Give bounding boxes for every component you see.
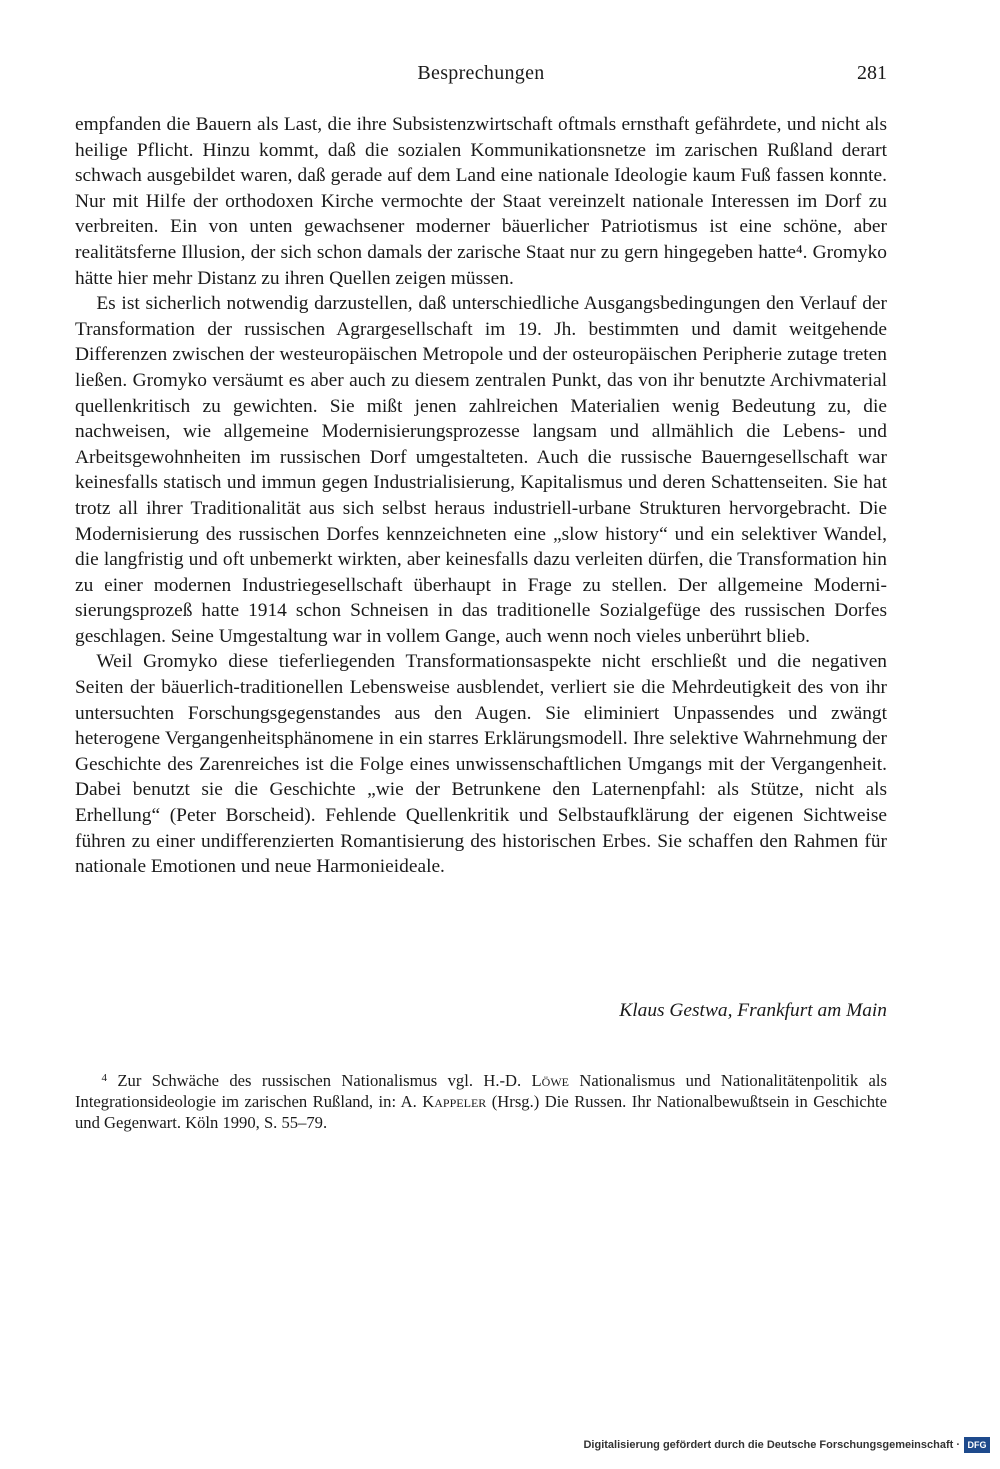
running-title: Besprechungen [417, 62, 545, 84]
footnote-author-2: Kappeler [422, 1092, 487, 1111]
body-text [75, 112, 887, 880]
footnote-text-3: (Hrsg.) Die Russen. Ihr Nationalbewußtsein in Geschichte und Gegenwart. Köln 1990, S. 55–79. [75, 1092, 887, 1132]
paragraph-2: Es ist sicherlich notwendig darzustellen, daß unterschiedliche Ausgangsbedingungen den Verlauf der Transformation der russischen Agrargesellschaft im 19. Jh. bestimmten und damit weitgehende Differenzen zwischen der westeuropäischen Metropole und der osteuropäischen Peripherie zutage treten ließen. Gromyko versäumt es aber auch zu diesem zentralen Punkt, das von ihr benutzte Archivmaterial quellenkritisch zu gewichten. Sie mißt jenen zahlreichen Materialien wenig Bedeutung zu, die nachweisen, wie allgemeine Modernisierungsprozesse langsam und allmählich die Lebens- und Arbeitsgewohnheiten im russischen Dorf umgestalteten. Auch die russische Bauerngesellschaft war keinesfalls statisch und immun gegen Industrialisierung, Kapitalismus und deren Schattenseiten. Sie hat trotz all ihrer Traditionalität aus sich selbst heraus industriell-urbane Strukturen hervorgebracht. Die Modernisierung des russischen Dorfes kennzeichneten eine „slow history“ und ein selektiver Wandel, die langfristig und oft unbemerkt wirkten, aber keinesfalls dazu verleiten dürfen, die Transformation hin zu einer modernen Industriegesellschaft überhaupt in Frage zu stellen. Der allgemeine Modernisierungsprozeß hatte 1914 schon Schneisen in das traditionelle Sozialgefüge des russischen Dorfes geschlagen. Seine Umgestaltung war in vollem Gange, auch wenn noch vieles unberührt blieb. [75, 293, 887, 647]
dfg-logo-icon: DFG [964, 1437, 990, 1453]
footnote-text-1: Zur Schwäche des russischen Nationalismus vgl. H.-D. [117, 1071, 522, 1090]
footnote-marker: 4 [101, 1072, 108, 1084]
page-number: 281 [857, 62, 887, 84]
footnote-text-2: Nationalismus und Nationalitätenpolitik als Integrationsideologie im zarischen Rußland, in: A. [75, 1071, 887, 1111]
footnote [75, 1068, 887, 1133]
running-head [75, 62, 887, 92]
paragraph-3: Weil Gromyko diese tieferliegenden Transformationsaspekte nicht erschließt und die negativen Seiten der bäuerlich-traditionellen Lebensweise ausblendet, verliert sie die Mehrdeutigkeit des von ihr untersuchten Forschungsgegenstandes aus den Augen. Sie eliminiert Unpassendes und zwängt heterogene Vergangenheitsphänomene in ein starres Erklärungsmodell. Ihre selektive Wahrnehmung der Geschichte des Zarenreiches ist die Folge eines unwissenschaftlichen Umgangs mit der Vergangenheit. Dabei benutzt sie die Geschichte „wie der Betrunkene den Laternenpfahl: als Stütze, nicht als Erhellung“ (Peter Borscheid). Fehlende Quellenkritik und Selbstaufklärung der eigenen Sichtweise führen zu einer undifferenzierten Romantisierung des historischen Erbes. Sie schaffen den Rahmen für nationale Emotionen und neue Harmonieideale. [75, 651, 887, 878]
footnote-author-1: Löwe [531, 1071, 569, 1090]
credit-text: Digitalisierung gefördert durch die Deutsche Forschungsgemeinschaft · [583, 1439, 960, 1451]
paragraph-1: empfanden die Bauern als Last, die ihre Subsistenzwirtschaft oftmals ernsthaft gefährdete, und nicht als heilige Pflicht. Hinzu kommt, daß die sozialen Kommunikationsnetze im zarischen Rußland derart schwach ausgebildet waren, daß gerade auf dem Land eine nationale Ideologie kaum Fuß fassen konnte. Nur mit Hilfe der orthodoxen Kirche vermochte der Staat vereinzelt nationale Interessen im Dorf zu verbreiten. Ein von unten gewachsener moderner bäuerlicher Patriotismus ist eine schöne, aber realitätsferne Illusion, der sich schon damals der zarische Staat nur zu gern hingegeben hatte⁴. Gromyko hätte hier mehr Distanz zu ihren Quellen zeigen müssen. [75, 114, 887, 289]
digitization-credit [583, 1435, 990, 1455]
author-signature: Klaus Gestwa, Frankfurt am Main [619, 1000, 887, 1021]
